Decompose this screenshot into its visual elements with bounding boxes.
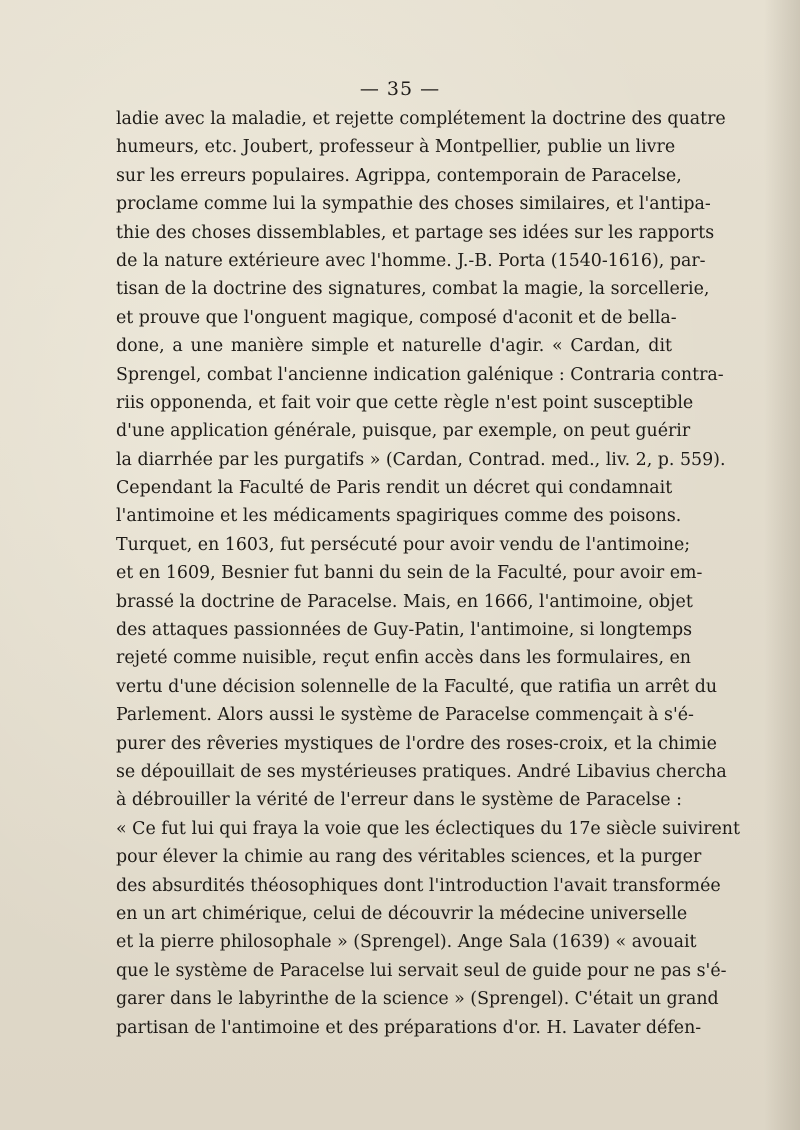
text-line: ladie avec la maladie, et rejette complétement la doctrine des quatre xyxy=(116,109,726,129)
text-line: « Ce fut lui qui fraya la voie que les éclectiques du 17e siècle suivirent xyxy=(116,818,740,839)
text-line: Cependant la Faculté de Paris rendit un décret qui condamnait xyxy=(116,478,673,499)
text-line: sur les erreurs populaires. Agrippa, contemporain de Paracelse, xyxy=(116,165,682,186)
page-edge-shadow xyxy=(764,0,800,1130)
text-line: vertu d'une décision solennelle de la Faculté, que ratifia un arrêt du xyxy=(116,676,718,697)
text-line: proclame comme lui la sympathie des choses similaires, et l'antipa- xyxy=(116,194,711,215)
text-line: et la pierre philosophale » (Sprengel). Ange Sala (1639) « avouait xyxy=(116,932,697,953)
text-line: Turquet, en 1603, fut persécuté pour avoir vendu de l'antimoine; xyxy=(116,534,691,555)
text-line: se dépouillait de ses mystérieuses pratiques. André Libavius chercha xyxy=(116,761,727,782)
text-line: garer dans le labyrinthe de la science » (Sprengel). C'était un grand xyxy=(116,989,719,1010)
text-line: riis opponenda, et fait voir que cette règle n'est point susceptible xyxy=(116,392,694,413)
text-line: purer des rêveries mystiques de l'ordre des roses-croix, et la chimie xyxy=(116,733,717,754)
text-line: en un art chimérique, celui de découvrir la médecine universelle xyxy=(116,903,688,924)
text-line: que le système de Paracelse lui servait seul de guide pour ne pas s'é- xyxy=(116,960,727,981)
text-line: Sprengel, combat l'ancienne indication galénique : Contraria contra- xyxy=(116,364,724,385)
text-line: la diarrhée par les purgatifs » (Cardan, Contrad. med., liv. 2, p. 559). xyxy=(116,449,726,470)
text-line: et en 1609, Besnier fut banni du sein de la Faculté, pour avoir em- xyxy=(116,563,703,584)
text-line: et prouve que l'onguent magique, composé d'aconit et de bella- xyxy=(116,307,677,328)
text-line: thie des choses dissemblables, et partage ses idées sur les rapports xyxy=(116,222,715,243)
text-line: des attaques passionnées de Guy-Patin, l'antimoine, si longtemps xyxy=(116,620,693,641)
text-line: tisan de la doctrine des signatures, combat la magie, la sorcellerie, xyxy=(116,279,710,300)
text-line: pour élever la chimie au rang des véritables sciences, et la purger xyxy=(116,847,702,868)
text-line: des absurdités théosophiques dont l'introduction l'avait transformée xyxy=(116,875,721,896)
text-line: l'antimoine et les médicaments spagiriques comme des poisons. xyxy=(116,506,682,527)
body-text xyxy=(116,105,740,1042)
text-line: rejeté comme nuisible, reçut enfin accès dans les formulaires, en xyxy=(116,648,692,669)
text-line: de la nature extérieure avec l'homme. J.-B. Porta (1540-1616), par- xyxy=(116,250,706,271)
text-line: d'une application générale, puisque, par exemple, on peut guérir xyxy=(116,421,691,442)
text-line: partisan de l'antimoine et des préparations d'or. H. Lavater défen- xyxy=(116,1017,702,1038)
text-line: Parlement. Alors aussi le système de Paracelse commençait à s'é- xyxy=(116,705,694,726)
text-line: done, a une manière simple et naturelle d'agir. « Cardan, dit xyxy=(116,336,672,357)
text-line: à débrouiller la vérité de l'erreur dans le système de Paracelse : xyxy=(116,790,682,811)
page-number: — 35 — xyxy=(359,78,441,100)
text-line: brassé la doctrine de Paracelse. Mais, en 1666, l'antimoine, objet xyxy=(116,591,693,612)
text-line: humeurs, etc. Joubert, professeur à Montpellier, publie un livre xyxy=(116,137,676,158)
